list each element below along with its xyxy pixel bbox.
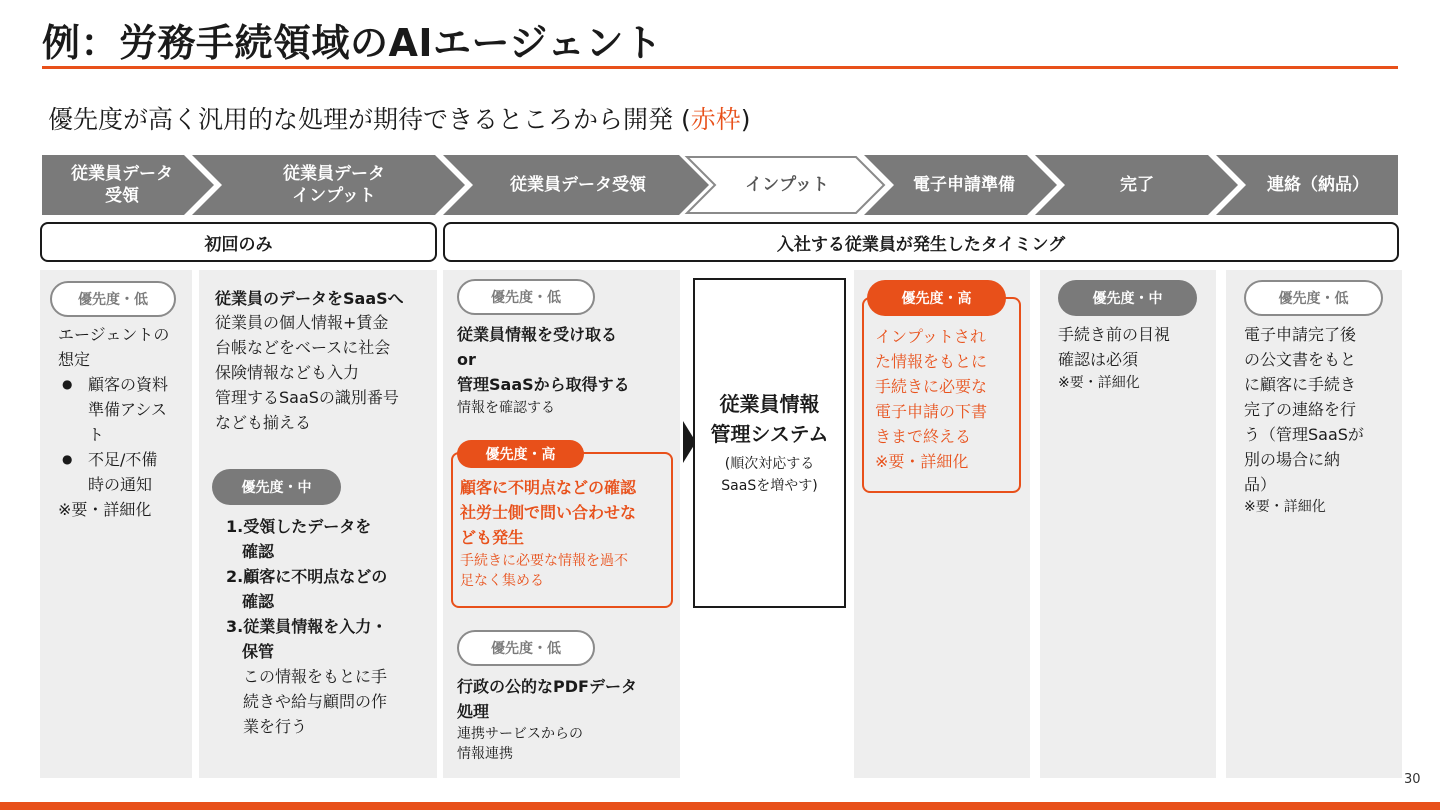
- col2-steps-note: この情報をもとに手 続きや給与顧問の作 業を行う: [243, 667, 388, 736]
- group-first-time: 初回のみ: [40, 222, 437, 262]
- subtitle-close: ): [740, 105, 751, 134]
- col5-text: インプットされ た情報をもとに 手続きに必要な 電子申請の下書 きまで終える ※要・詳細化: [875, 327, 988, 471]
- process-flow: [42, 155, 1398, 215]
- col3-block3-heading: 行政の公的なPDFデータ 処理: [457, 677, 637, 721]
- list-item: 1.受領したデータを 確認: [226, 517, 372, 561]
- list-item: 3.従業員情報を入力・ 保管: [226, 617, 388, 661]
- list-item: ● 顧客の資料 準備アシス ト: [58, 372, 190, 447]
- system-title: 従業員情報 管理システム: [710, 392, 829, 446]
- col7-note: ※要・詳細化: [1244, 499, 1326, 515]
- flow-step-2-label: 従業員データ インプット: [283, 164, 385, 206]
- subtitle-main: 優先度が高く汎用的な処理が期待できるところから開発 (: [48, 105, 691, 134]
- list-item: 2.顧客に不明点などの 確認: [226, 567, 388, 611]
- col1-text: エージェントの 想定: [58, 325, 170, 369]
- priority-badge-mid: 優先度・中: [1058, 280, 1197, 316]
- col2-steps: [226, 514, 387, 664]
- col2-body: 従業員の個人情報+賃金 台帳などをベースに社会 保険情報なども入力 管理するSaaSの識別番号 なども揃える: [215, 313, 399, 432]
- priority-badge-low: 優先度・低: [457, 630, 595, 666]
- col3-block2-heading: 顧客に不明点などの確認 社労士側で問い合わせな ども発生: [460, 478, 637, 547]
- system-box: [693, 278, 846, 608]
- flow-step-5-label: 電子申請準備: [913, 175, 1015, 195]
- priority-badge-low: 優先度・低: [1244, 280, 1383, 316]
- title-underline: [42, 66, 1398, 69]
- col3-block1-sub: 情報を確認する: [457, 400, 555, 416]
- list-item: ● 不足/不備 時の通知: [58, 447, 190, 497]
- priority-badge-low: 優先度・低: [50, 281, 176, 317]
- priority-badge-high: 優先度・高: [457, 440, 584, 468]
- flow-step-7-label: 連絡（納品）: [1267, 175, 1369, 195]
- priority-badge-low: 優先度・低: [457, 279, 595, 315]
- col1-bullets: [58, 372, 190, 497]
- col3-block3-sub: 連携サービスからの 情報連携: [457, 726, 583, 762]
- system-subtitle: (順次対応する SaaSを増やす): [721, 456, 818, 494]
- col7-text: 電子申請完了後 の公文書をもと に顧客に手続き 完了の連絡を行 う（管理SaaSが 別の場合に納 品）: [1244, 325, 1364, 494]
- priority-badge-mid: 優先度・中: [212, 469, 341, 505]
- footer-bar: [0, 802, 1440, 810]
- col3-block2-sub: 手続きに必要な情報を過不 足なく集める: [460, 553, 628, 589]
- page-title: 例：労務手続領域のAIエージェント: [42, 21, 663, 65]
- subtitle-red: 赤枠: [690, 105, 741, 134]
- flow-step-3-label: 従業員データ受領: [510, 175, 646, 195]
- col6-note: ※要・詳細化: [1058, 375, 1140, 391]
- page-number: 30: [1404, 772, 1421, 787]
- priority-badge-high: 優先度・高: [867, 280, 1006, 316]
- col1-note: ※要・詳細化: [58, 500, 152, 519]
- subtitle: [48, 100, 750, 136]
- flow-step-6-label: 完了: [1120, 175, 1154, 195]
- flow-step-1-label: 従業員データ 受領: [71, 164, 173, 206]
- flow-step-4-label: インプット: [745, 175, 829, 195]
- group-on-hire: 入社する従業員が発生したタイミング: [443, 222, 1399, 262]
- col6-text: 手続き前の目視 確認は必須: [1058, 325, 1171, 369]
- col2-heading: 従業員のデータをSaaSへ: [215, 289, 404, 308]
- col3-block1-heading: 従業員情報を受け取る or 管理SaaSから取得する: [457, 325, 630, 394]
